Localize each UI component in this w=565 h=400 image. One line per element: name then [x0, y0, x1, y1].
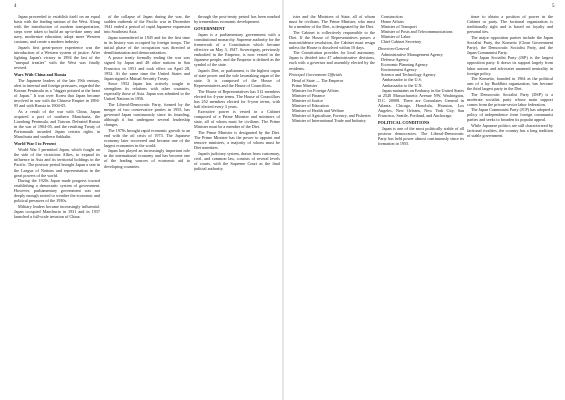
paragraph: A peace treaty formally ending the war was signed by Japan and 48 other nations in San Francisco in 1951 and took effect on April 28, 1952. At the same time the United States and Japan signed a Mutual Security Treaty.	[104, 55, 190, 81]
paragraph: Japan's judiciary system, drawn from customary, civil, and common law, consists of several levels of courts, with the Supreme Court as the final judicial authority.	[194, 150, 280, 171]
paragraph: The 1970s brought rapid economic growth to an end with the oil crisis of 1973. The Japanese economy later recovered and became one of the largest economies in the world.	[104, 127, 190, 148]
paragraph: The Liberal-Democratic Party, formed by the merger of two conservative parties in 1955, has governed Japan continuously since its founding, although it has undergone several leadership changes.	[104, 101, 190, 128]
paragraph: Japan is a parliamentary government with a constitutional monarchy. Supreme authority for the framework of a Constitution which became effective on May 3, 1947. Sovereignty, previously embodied in the Emperor, is now vested in the Japanese people, and the Emperor is defined as the symbol of the state.	[194, 31, 280, 68]
list-item: Construction	[381, 14, 403, 19]
paragraph: The major opposition parties include the Japan Socialist Party, the Komeito (Clean Government Party), the Democratic Socialist Party, and the Japan Communist Party.	[467, 34, 553, 55]
list-item: Minister of Agriculture, Forestry, and Fisheries	[292, 113, 371, 119]
paragraph: During the 1920s Japan made progress toward establishing a democratic system of government. However, parliamentary government was not deeply enough rooted to weather the economic and political pressures of the 1930s.	[14, 177, 100, 204]
paragraph: through the post-treaty period has been marked by tremendous economic development.	[194, 14, 280, 25]
paragraph: Military leaders became increasingly influential. Japan occupied Manchuria in 1931 and in 1937 launched a full-scale invasion of China.	[14, 203, 100, 219]
page-number-left: 4	[14, 4, 17, 9]
list-item: Minister of Posts and Telecommunications	[381, 29, 453, 35]
section-heading: World War I to Present	[14, 141, 56, 147]
list-item: Prime Minister	[292, 82, 318, 88]
subsection-heading: Principal Government Officials	[289, 72, 343, 78]
list-item: Minister of Labor	[381, 34, 411, 40]
paragraph: ister and the Ministers of State, all of whom must be civilians. The Prime Minister, who must be a member of the Diet, is designated by the Diet.	[289, 14, 375, 30]
list-item: Head of State — The Emperor	[292, 77, 344, 83]
list-item: Economic Planning Agency	[381, 61, 428, 67]
paragraph: The Japanese leaders of the late 19th century, alert to internal and foreign pressures, regarded the Korean Peninsula as a "dagger pointed at the heart of Japan." It was over Korea that Japan became involved in war with the Chinese Empire in 1894-95 and with Russia in 1904-05.	[14, 78, 100, 109]
list-item: Minister of Finance	[292, 92, 326, 98]
list-item: Minister for Foreign Affairs	[292, 87, 339, 93]
text-column-4	[289, 14, 375, 394]
list-item: Home Affairs	[381, 19, 404, 25]
paragraph: Ambassador to the U.S.	[382, 77, 422, 83]
section-heading: GOVERNMENT	[194, 26, 225, 32]
text-column-6	[467, 14, 553, 394]
text-column-2	[104, 14, 190, 394]
paragraph: Japan maintains an Embassy in the United States at 2520 Massachusetts Avenue NW, Washington, D.C. 20008. There are Consulates General in Atlanta, Chicago, Honolulu, Houston, Los Angeles, New Orleans, New York City, San Francisco, Seattle, Portland, and Anchorage.	[378, 87, 464, 119]
paragraph: The Komeito, founded in 1964 as the political arm of a lay Buddhist organization, has become the third largest party in the Diet.	[467, 76, 553, 92]
subsection-heading: Directors-General	[378, 46, 410, 52]
paragraph: World War I permitted Japan, which fought on the side of the victorious Allies, to expand its influence in Asia and its territorial holdings in the Pacific. The postwar period brought Japan a seat in the League of Nations and representation in the great powers of the world.	[14, 147, 100, 178]
list-item: Minister of Justice	[292, 98, 324, 104]
list-item: Administrative Management Agency	[381, 51, 443, 57]
section-heading: POLITICAL CONDITIONS	[378, 120, 430, 126]
text-column-1	[14, 14, 100, 394]
paragraph: Japan proceeded to establish itself on an equal basis with the leading nations of the West. Along with the introduction of modern transportation, steps were taken to build an up-to-date army and navy, modernize education, adopt more Western customs, and create a modern industry.	[14, 14, 100, 45]
paragraph: The House of Representatives has 512 members elected for 4-year terms. The House of Councillors has 252 members elected for 6-year terms, with half elected every 3 years.	[194, 88, 280, 109]
list-item: Minister of International Trade and Industry	[292, 118, 366, 124]
paragraph: The Cabinet is collectively responsible to the Diet. If the House of Representatives passes a nonconfidence resolution, the Cabinet must resign unless the House is dissolved within 10 days.	[289, 29, 375, 50]
list-item: Science and Technology Agency	[381, 72, 436, 78]
paragraph: Japan has played an increasingly important role in the international economy and has become one of the leading sources of economic aid to developing countries.	[104, 148, 190, 169]
paragraph: Japan's Diet, or parliament, is the highest organ of state power and the sole lawmaking organ of the state. It is composed of the House of Representatives and the House of Councillors.	[194, 67, 280, 89]
text-column-3	[194, 14, 280, 394]
paragraph: tinue to obtain a position of power in the Cabinet or party. The factional organization is traditionally tight and is based on loyalty and personal ties.	[467, 14, 553, 35]
paragraph: The Japan Communist Party (JCP) has adopted a policy of independence from foreign communist parties and seeks to broaden its popular appeal.	[467, 107, 553, 123]
paragraph: of the collapse of Japan during the war, the sudden outbreak of the Pacific war in December 1941 ended a period of rapid Japanese expansion into Southeast Asia.	[104, 14, 190, 35]
list-item: Minister of Education	[292, 103, 329, 109]
text-column-5	[378, 14, 464, 394]
list-item: Environment Agency	[381, 66, 417, 72]
list-item: Chief Cabinet Secretary	[381, 39, 422, 45]
paragraph: As a result of the war with China, Japan acquired a port of southern Manchuria, the Liaodong Peninsula, and Taiwan. Defeated Russia in the war of 1904-05, and the resulting Treaty of Portsmouth awarded Japan certain rights in Manchuria and southern Sakhalin.	[14, 108, 100, 140]
paragraph: Japan's first great-power experience was the introduction of a Western system of justice. After fighting Japan's victory in 1894 the last of the "unequal treaties" with the West was finally revised.	[14, 44, 100, 71]
paragraph: Japan is one of the most politically stable of all postwar democracies. The Liberal-Democratic Party has held power almost continuously since its formation in 1955.	[378, 126, 464, 147]
paragraph: Ambassador to the U.N.	[382, 82, 423, 88]
section-heading: Wars With China and Russia	[14, 72, 67, 78]
paragraph: The Democratic Socialist Party (DSP) is a moderate socialist party whose main support comes from the private-sector labor federation.	[467, 91, 553, 107]
paragraph: Japan surrendered in 1945 and for the first time in its history was occupied by foreign troops. The initial phase of the occupation was directed at demilitarization and democratization.	[104, 34, 190, 55]
paragraph: The Japan Socialist Party (JSP) is the largest opposition party. It draws its support largely from labor unions and advocates unarmed neutrality in foreign policy.	[467, 55, 553, 76]
list-item: Minister of Health and Welfare	[292, 108, 345, 114]
page-gutter	[282, 0, 284, 400]
paragraph: The Constitution provides for local autonomy. Japan is divided into 47 administrative divisions, each with a governor and assembly elected by the residents.	[289, 50, 375, 71]
list-item: Defense Agency	[381, 56, 409, 62]
list-item: Minister of Transport	[381, 24, 417, 30]
paragraph: The Prime Minister is designated by the Diet. The Prime Minister has the power to appoint and remove ministers, a majority of whom must be Diet members.	[194, 129, 280, 151]
paragraph: Since 1952 Japan has actively sought to strengthen its relations with other countries, especially those of Asia. Japan was admitted to the United Nations in 1956.	[104, 81, 190, 102]
paragraph: While Japanese politics are still characterized by factional rivalries, the country has a long tradition of stable government.	[467, 122, 553, 138]
page-number-right: 5	[552, 4, 555, 9]
paragraph: Executive power is vested in a Cabinet composed of a Prime Minister and ministers of state, all of whom must be civilians. The Prime Minister must be a member of the Diet.	[194, 109, 280, 130]
